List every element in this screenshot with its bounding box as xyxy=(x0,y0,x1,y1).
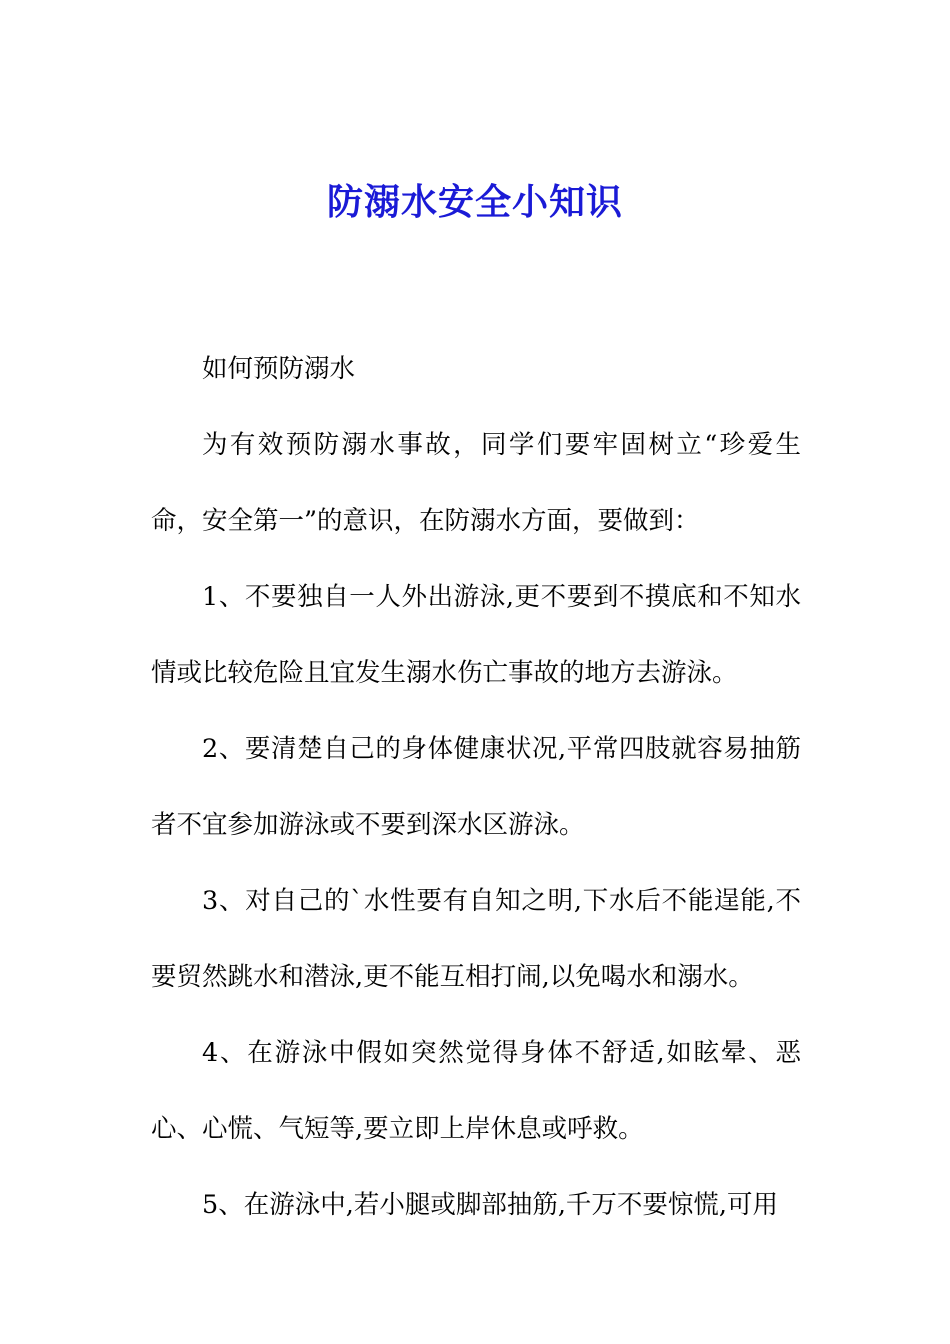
document-body xyxy=(151,331,801,1243)
paragraph-item-1: 1、不要独自一人外出游泳,更不要到不摸底和不知水情或比较危险且宜发生溺水伤亡事故的地方去游泳。 xyxy=(151,582,801,688)
document-title: 防溺水安全小知识 xyxy=(326,182,623,223)
paragraph-item-3: 3、对自己的`水性要有自知之明,下水后不能逞能,不要贸然跳水和潜泳,更不能互相打闹,以免喝水和溺水。 xyxy=(151,886,801,992)
paragraph-intro: 为有效预防溺水事故，同学们要牢固树立“珍爱生命，安全第一”的意识，在防溺水方面，要做到： xyxy=(151,430,801,536)
paragraph-item-4: 4、在游泳中假如突然觉得身体不舒适,如眩晕、恶心、心慌、气短等,要立即上岸休息或呼救。 xyxy=(151,1038,801,1144)
paragraph-heading: 如何预防溺水 xyxy=(202,354,356,384)
paragraph-item-2: 2、要清楚自己的身体健康状况,平常四肢就容易抽筋者不宜参加游泳或不要到深水区游泳。 xyxy=(151,734,801,840)
paragraph-item-5: 5、在游泳中,若小腿或脚部抽筋,千万不要惊慌,可用 xyxy=(202,1190,779,1220)
